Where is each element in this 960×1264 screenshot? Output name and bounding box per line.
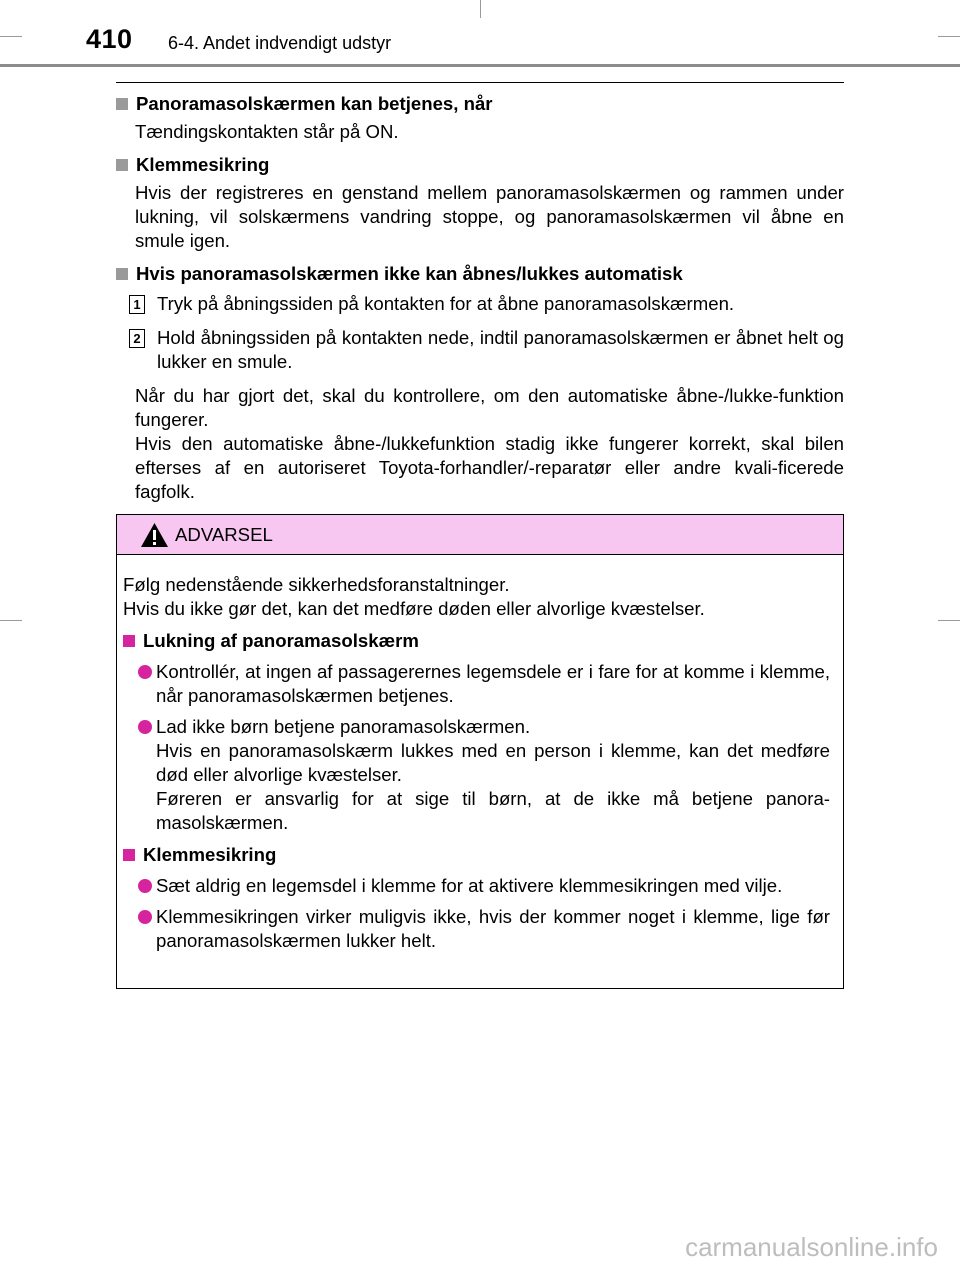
warning-triangle-icon [141,523,168,547]
bullet-item [138,715,830,835]
bullet-item [138,874,830,898]
square-bullet-icon [116,268,128,280]
square-bullet-icon [123,635,135,647]
bullet-text: Kontrollér, at ingen af passagerernes legemsdele er i fare for at komme i klemme, når panoramasolskærmen betjenes. [156,661,830,706]
page-header [0,0,960,66]
crop-mark [0,620,22,621]
subheading-text: Klemmesikring [143,844,277,865]
warning-subheading [123,843,830,867]
circle-bullet-icon [138,665,152,679]
circle-bullet-icon [138,910,152,924]
bullet-item [138,905,830,953]
square-bullet-icon [116,98,128,110]
square-bullet-icon [116,159,128,171]
crop-mark [938,620,960,621]
step-item [129,326,844,374]
bullet-text: Klemmesikringen virker muligvis ikke, hvis der kommer noget i klemme, lige før panoramasolskærmen lukker helt. [156,906,830,951]
page-number: 410 [86,24,133,54]
divider [116,82,844,83]
bullet-text [156,715,830,835]
warning-body [117,555,843,953]
step-text: Tryk på åbningssiden på kontakten for at åbne panoramasolskærmen. [157,293,735,314]
section-heading [116,262,844,286]
bullet-item [138,660,830,708]
paragraph: Tændingskontakten står på ON. [135,121,399,142]
warning-intro: Hvis du ikke gør det, kan det medføre døden eller alvorlige kvæstelser. [123,598,705,619]
step-number: 2 [129,329,145,348]
step-item [129,292,844,316]
circle-bullet-icon [138,879,152,893]
watermark: carmanualsonline.info [685,1232,938,1262]
bullet-line: Føreren er ansvarlig for at sige til børn, at de ikke må betjene panora-masolskærmen. [156,788,830,833]
paragraph: Hvis der registreres en genstand mellem panoramasolskærmen og rammen under lukning, vil solskærmens vandring stoppe, og panoramasolskærmen vil åbne en smule igen. [135,182,844,251]
paragraph: Når du har gjort det, skal du kontrollere, om den automatiske åbne-/lukke-funktion fungerer. [135,385,844,430]
section-title: 6-4. Andet indvendigt udstyr [168,33,392,53]
heading-text: Panoramasolskærmen kan betjenes, når [136,93,493,114]
bullet-text: Sæt aldrig en legemsdel i klemme for at aktivere klemmesikringen med vilje. [156,875,783,896]
square-bullet-icon [123,849,135,861]
warning-header [117,515,843,555]
main-content [116,92,844,504]
paragraph: Hvis den automatiske åbne-/lukkefunktion stadig ikke fungerer korrekt, skal bilen efterses af en autoriseret Toyota-forhandler/-reparatør eller andre kvali-ficerede fagfolk. [135,433,844,502]
warning-box [116,514,844,989]
section-heading [116,92,844,116]
step-number: 1 [129,295,145,314]
circle-bullet-icon [138,720,152,734]
subheading-text: Lukning af panoramasolskærm [143,630,419,651]
step-text: Hold åbningssiden på kontakten nede, indtil panoramasolskærmen er åbnet helt og lukker en smule. [157,327,844,372]
section-heading [116,153,844,177]
bullet-line: Hvis en panoramasolskærm lukkes med en person i klemme, kan det medføre død eller alvorlige kvæstelser. [156,740,830,785]
bullet-line: Lad ikke børn betjene panoramasolskærmen. [156,716,531,737]
warning-title: ADVARSEL [175,524,273,545]
heading-text: Klemmesikring [136,154,270,175]
warning-subheading [123,629,830,653]
heading-text: Hvis panoramasolskærmen ikke kan åbnes/lukkes automatisk [136,263,683,284]
warning-intro: Følg nedenstående sikkerhedsforanstaltninger. [123,574,510,595]
header-rule [0,64,960,67]
